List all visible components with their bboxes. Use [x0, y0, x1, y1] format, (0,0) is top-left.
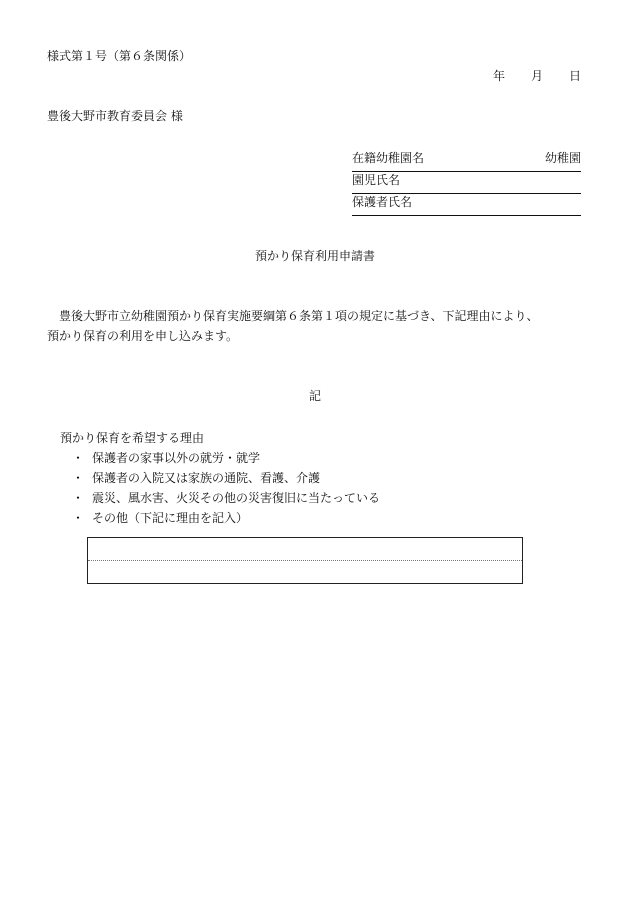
reason-label: その他（下記に理由を記入）: [92, 511, 249, 525]
bullet-icon: ・: [72, 451, 85, 465]
reason-label: 保護者の家事以外の就労・就学: [92, 451, 261, 465]
bullet-icon: ・: [72, 491, 85, 505]
other-reason-line-2[interactable]: [88, 561, 522, 584]
child-name-field[interactable]: [352, 172, 581, 194]
reasons-list: [72, 452, 380, 532]
document-title: 預かり保育利用申請書: [254, 249, 375, 263]
reason-label: 保護者の入院又は家族の通院、看護、介護: [92, 471, 321, 485]
reason-item[interactable]: [72, 472, 380, 492]
kindergarten-field[interactable]: [352, 150, 581, 172]
reason-label: 震災、風水害、火災その他の災害復旧に当たっている: [92, 491, 381, 505]
ki-label: 記: [308, 389, 321, 403]
guardian-name-label: 保護者氏名: [352, 195, 413, 209]
other-reason-box[interactable]: [87, 537, 523, 584]
statement-line-2: 預かり保育の利用を申し込みます。: [47, 329, 239, 343]
other-reason-line-1[interactable]: [88, 538, 522, 561]
date-line: [493, 70, 581, 82]
form-number: 様式第１号（第６条関係）: [47, 49, 192, 63]
guardian-name-field[interactable]: [352, 194, 581, 216]
addressee: 豊後大野市教育委員会 様: [47, 109, 183, 123]
month-label: 月: [530, 69, 543, 83]
reasons-heading: 預かり保育を希望する理由: [60, 431, 205, 445]
kindergarten-label: 在籍幼稚園名: [352, 151, 425, 165]
applicant-block: [352, 150, 581, 216]
application-statement: [47, 306, 587, 346]
bullet-icon: ・: [72, 511, 85, 525]
year-label: 年: [492, 69, 505, 83]
day-label: 日: [568, 69, 581, 83]
statement-line-1: 豊後大野市立幼稚園預かり保育実施要綱第６条第１項の規定に基づき、下記理由により、: [59, 309, 539, 323]
reason-item[interactable]: [72, 452, 380, 472]
kindergarten-suffix: 幼稚園: [544, 151, 581, 165]
reason-item[interactable]: [72, 492, 380, 512]
bullet-icon: ・: [72, 471, 85, 485]
reason-item[interactable]: [72, 512, 380, 532]
child-name-label: 園児氏名: [352, 173, 401, 187]
